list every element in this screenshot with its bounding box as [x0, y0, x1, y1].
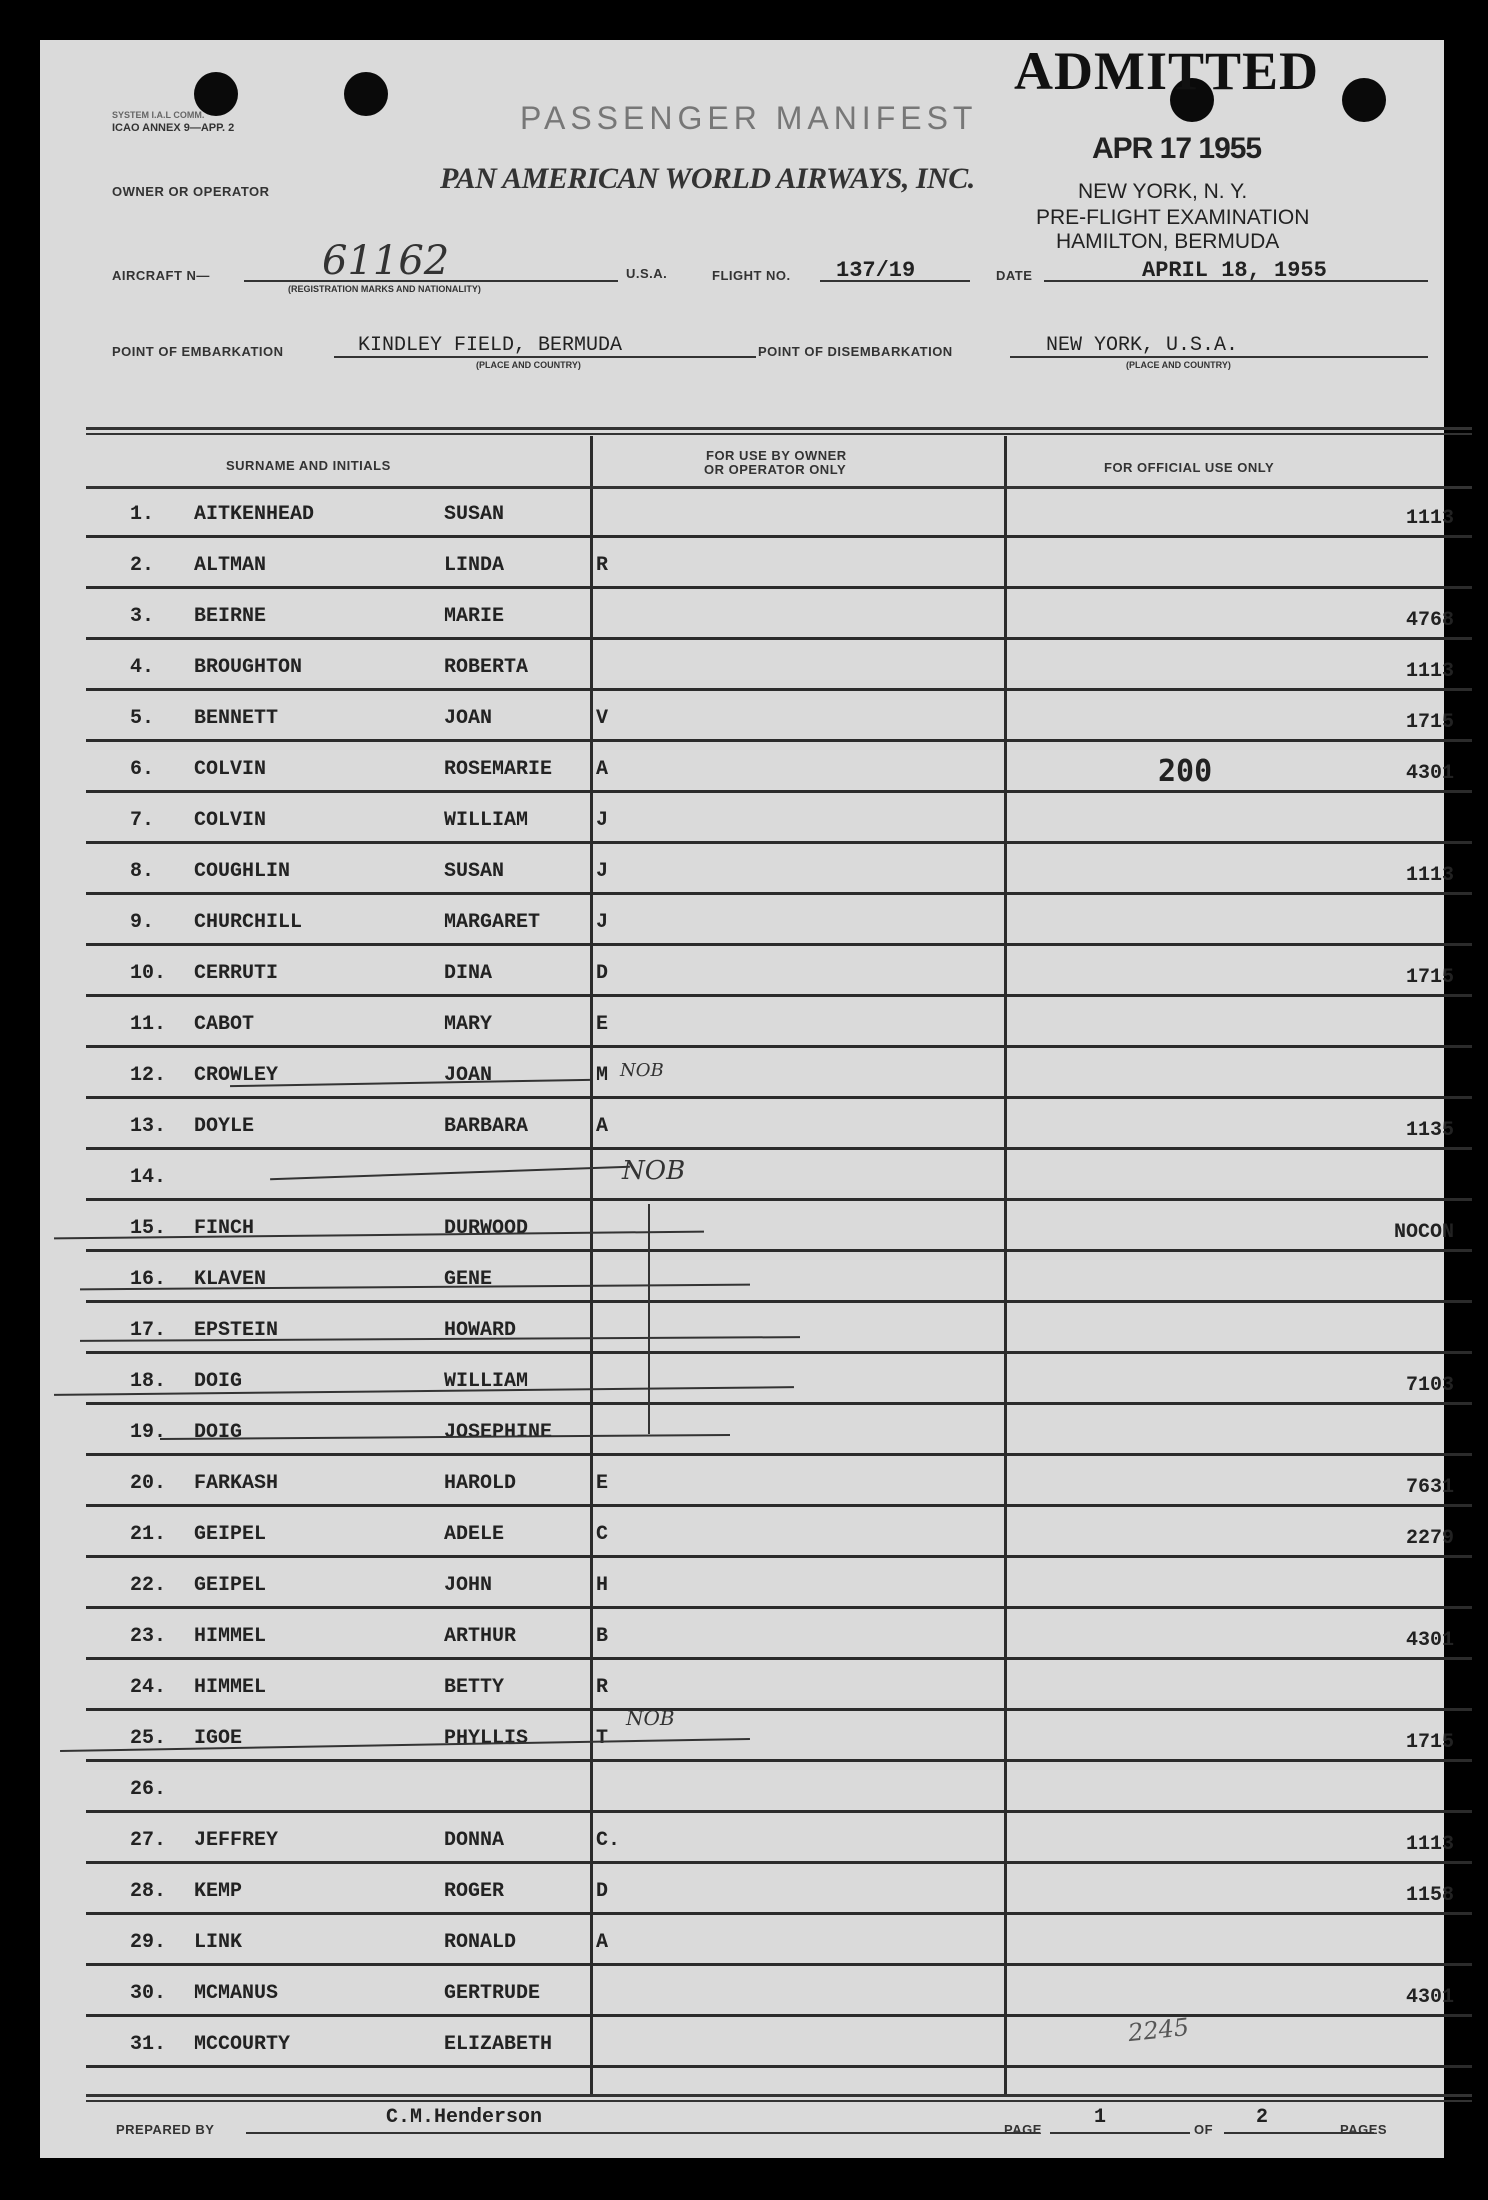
handwritten-2245: 2245: [1126, 2012, 1191, 2048]
passenger-surname: MCCOURTY: [194, 2033, 291, 2056]
passenger-row: [86, 1915, 1472, 1966]
passenger-row: [86, 1456, 1472, 1507]
passenger-surname: GEIPEL: [194, 1523, 267, 1546]
passenger-number: 3.: [130, 605, 155, 628]
stamp-date: APR 17 1955: [1092, 132, 1262, 165]
nob-note-25: NOB: [626, 1706, 675, 1730]
passenger-surname: AITKENHEAD: [194, 503, 315, 526]
passenger-number: 20.: [130, 1472, 167, 1495]
passenger-given-name: PHYLLIS: [444, 1727, 529, 1750]
passenger-given-name: ROGER: [444, 1880, 505, 1903]
owner-label: OWNER OR OPERATOR: [112, 184, 270, 199]
passenger-initial: J: [596, 860, 609, 883]
passenger-number: 13.: [130, 1115, 167, 1138]
passenger-given-name: WILLIAM: [444, 1370, 529, 1393]
passenger-row: [86, 538, 1472, 589]
passenger-surname: IGOE: [194, 1727, 243, 1750]
aircraft-label: AIRCRAFT N—: [112, 268, 210, 283]
passenger-surname: BEIRNE: [194, 605, 267, 628]
passenger-number: 17.: [130, 1319, 167, 1342]
passenger-initial: M: [596, 1064, 609, 1087]
official-code: 1113: [1405, 507, 1454, 530]
embark-note: (PLACE AND COUNTRY): [476, 360, 581, 370]
passenger-given-name: ELIZABETH: [444, 2033, 553, 2056]
page-value: 1: [1094, 2106, 1107, 2129]
passenger-row: [86, 487, 1472, 538]
official-code: 1135: [1405, 1119, 1454, 1142]
passenger-row: [86, 1150, 1472, 1201]
passenger-surname: DOYLE: [194, 1115, 255, 1138]
official-code: 7103: [1405, 1374, 1454, 1397]
passenger-surname: MCMANUS: [194, 1982, 279, 2005]
table-top-rule: [86, 427, 1472, 430]
passenger-row: [86, 793, 1472, 844]
passenger-given-name: ARTHUR: [444, 1625, 517, 1648]
stamp-line3: HAMILTON, BERMUDA: [1056, 230, 1280, 253]
passenger-given-name: ROSEMARIE: [444, 758, 553, 781]
passenger-surname: DOIG: [194, 1370, 243, 1393]
passenger-number: 15.: [130, 1217, 167, 1240]
passenger-row: [86, 1711, 1472, 1762]
passenger-initial: V: [596, 707, 609, 730]
passenger-given-name: MARIE: [444, 605, 505, 628]
passenger-given-name: MARY: [444, 1013, 493, 1036]
passenger-row: [86, 1354, 1472, 1405]
passenger-row: [86, 1099, 1472, 1150]
embark-value: KINDLEY FIELD, BERMUDA: [358, 334, 623, 357]
admitted-stamp: ADMITTED: [1014, 41, 1320, 101]
official-code: 1113: [1405, 864, 1454, 887]
passenger-row: [86, 1813, 1472, 1864]
date-value: APRIL 18, 1955: [1142, 258, 1327, 283]
passenger-given-name: DONNA: [444, 1829, 505, 1852]
official-code: 4301: [1405, 1629, 1454, 1652]
passenger-initial: A: [596, 1931, 609, 1954]
official-code: 4768: [1405, 609, 1454, 632]
passenger-row: [86, 1048, 1472, 1099]
passenger-initial: C: [596, 1523, 609, 1546]
passenger-row: [86, 1558, 1472, 1609]
passenger-given-name: ROBERTA: [444, 656, 529, 679]
passenger-number: 1.: [130, 503, 155, 526]
passenger-initial: H: [596, 1574, 609, 1597]
form-ref-line1: SYSTEM I.A.L COMM.: [112, 110, 205, 120]
passenger-initial: A: [596, 758, 609, 781]
passenger-initial: T: [596, 1727, 609, 1750]
passenger-number: 14.: [130, 1166, 167, 1189]
passenger-initial: J: [596, 809, 609, 832]
passenger-given-name: HAROLD: [444, 1472, 517, 1495]
passenger-row: [86, 895, 1472, 946]
nob-note-14: NOB: [622, 1156, 686, 1186]
disembark-label: POINT OF DISEMBARKATION: [758, 344, 953, 359]
owner-value: PAN AMERICAN WORLD AIRWAYS, INC.: [440, 162, 975, 195]
passenger-number: 29.: [130, 1931, 167, 1954]
passenger-initial: J: [596, 911, 609, 934]
passenger-given-name: GENE: [444, 1268, 493, 1291]
passenger-surname: COLVIN: [194, 758, 267, 781]
passenger-surname: HIMMEL: [194, 1625, 267, 1648]
passenger-given-name: DINA: [444, 962, 493, 985]
disembark-note: (PLACE AND COUNTRY): [1126, 360, 1231, 370]
aircraft-note: (REGISTRATION MARKS AND NATIONALITY): [288, 284, 481, 294]
passenger-row: [86, 1762, 1472, 1813]
passenger-initial: C.: [596, 1829, 621, 1852]
passenger-surname: COLVIN: [194, 809, 267, 832]
passenger-number: 12.: [130, 1064, 167, 1087]
passenger-surname: CHURCHILL: [194, 911, 303, 934]
passenger-number: 11.: [130, 1013, 167, 1036]
passenger-row: [86, 1201, 1472, 1252]
official-code: 1113: [1405, 660, 1454, 683]
passenger-row: [86, 997, 1472, 1048]
passenger-surname: FINCH: [194, 1217, 255, 1240]
passenger-number: 31.: [130, 2033, 167, 2056]
date-label: DATE: [996, 268, 1033, 283]
prepared-label: PREPARED BY: [116, 2122, 215, 2137]
passenger-surname: COUGHLIN: [194, 860, 291, 883]
passenger-surname: EPSTEIN: [194, 1319, 279, 1342]
passenger-row: [86, 1252, 1472, 1303]
passenger-initial: B: [596, 1625, 609, 1648]
passenger-given-name: GERTRUDE: [444, 1982, 541, 2005]
passenger-row: [86, 589, 1472, 640]
passenger-row: [86, 640, 1472, 691]
punch-hole: [1342, 78, 1386, 122]
passenger-row: [86, 2017, 1472, 2068]
passenger-number: 21.: [130, 1523, 167, 1546]
manifest-sheet: [40, 40, 1454, 2158]
passenger-surname: HIMMEL: [194, 1676, 267, 1699]
passenger-row: [86, 1609, 1472, 1660]
passenger-number: 6.: [130, 758, 155, 781]
col-header-official: FOR OFFICIAL USE ONLY: [1104, 460, 1275, 475]
disembark-value: NEW YORK, U.S.A.: [1046, 334, 1239, 357]
passenger-surname: ALTMAN: [194, 554, 267, 577]
row-rule: [86, 2065, 1472, 2068]
passenger-number: 5.: [130, 707, 155, 730]
passenger-row: [86, 1303, 1472, 1354]
stamp-line2: PRE-FLIGHT EXAMINATION: [1036, 206, 1310, 229]
nob-note-12: NOB: [620, 1060, 664, 1081]
passenger-surname: CABOT: [194, 1013, 255, 1036]
passenger-surname: KLAVEN: [194, 1268, 267, 1291]
passenger-row: [86, 742, 1472, 793]
passenger-surname: GEIPEL: [194, 1574, 267, 1597]
passenger-initial: A: [596, 1115, 609, 1138]
official-code: 1158: [1405, 1884, 1454, 1907]
passenger-given-name: JOAN: [444, 1064, 493, 1087]
passenger-number: 4.: [130, 656, 155, 679]
official-code: 4301: [1405, 762, 1454, 785]
passenger-number: 7.: [130, 809, 155, 832]
official-code: 1715: [1405, 966, 1454, 989]
stamp-line1: NEW YORK, N. Y.: [1078, 180, 1248, 203]
passenger-given-name: DURWOOD: [444, 1217, 529, 1240]
passenger-number: 30.: [130, 1982, 167, 2005]
footer-rule-2: [86, 2100, 1472, 2102]
passenger-initial: D: [596, 962, 609, 985]
table-top-rule-2: [86, 433, 1472, 435]
passenger-given-name: BARBARA: [444, 1115, 529, 1138]
passenger-number: 9.: [130, 911, 155, 934]
passenger-row: [86, 1966, 1472, 2017]
footer-rule: [86, 2094, 1472, 2097]
official-code: 7631: [1405, 1476, 1454, 1499]
page-title: PASSENGER MANIFEST: [520, 100, 978, 136]
official-code: 1715: [1405, 711, 1454, 734]
passenger-row: [86, 1660, 1472, 1711]
passenger-initial: E: [596, 1013, 609, 1036]
passenger-surname: BENNETT: [194, 707, 279, 730]
passenger-number: 19.: [130, 1421, 167, 1444]
bracket-line: [648, 1204, 650, 1434]
passenger-surname: KEMP: [194, 1880, 243, 1903]
passenger-given-name: BETTY: [444, 1676, 505, 1699]
passenger-number: 28.: [130, 1880, 167, 1903]
passenger-surname: DOIG: [194, 1421, 243, 1444]
official-note-200: 200: [1158, 754, 1213, 789]
flight-label: FLIGHT NO.: [712, 268, 791, 283]
aircraft-value: 61162: [322, 238, 450, 284]
passenger-number: 22.: [130, 1574, 167, 1597]
page-label: PAGE: [1004, 2122, 1042, 2137]
passenger-row: [86, 1405, 1472, 1456]
passenger-surname: CERRUTI: [194, 962, 279, 985]
punch-hole: [344, 72, 388, 116]
passenger-row: [86, 1864, 1472, 1915]
passenger-initial: E: [596, 1472, 609, 1495]
passenger-given-name: JOAN: [444, 707, 493, 730]
passenger-initial: D: [596, 1880, 609, 1903]
passenger-number: 10.: [130, 962, 167, 985]
passenger-given-name: HOWARD: [444, 1319, 517, 1342]
official-code: 2279: [1405, 1527, 1454, 1550]
official-code: 1715: [1405, 1731, 1454, 1754]
form-ref-line2: ICAO ANNEX 9—APP. 2: [112, 122, 235, 134]
passenger-surname: BROUGHTON: [194, 656, 303, 679]
passenger-initial: R: [596, 554, 609, 577]
official-code: 1113: [1405, 1833, 1454, 1856]
pages-label: PAGES: [1340, 2122, 1388, 2137]
official-code: 4301: [1405, 1986, 1454, 2009]
flight-value: 137/19: [836, 258, 916, 283]
passenger-number: 18.: [130, 1370, 167, 1393]
col-header-surname: SURNAME AND INITIALS: [226, 458, 391, 473]
passenger-number: 8.: [130, 860, 155, 883]
passenger-given-name: JOHN: [444, 1574, 493, 1597]
prepared-value: C.M.Henderson: [386, 2106, 543, 2129]
passenger-row: [86, 946, 1472, 997]
passenger-given-name: ADELE: [444, 1523, 505, 1546]
passenger-surname: JEFFREY: [194, 1829, 279, 1852]
passenger-number: 24.: [130, 1676, 167, 1699]
of-label: OF: [1194, 2122, 1214, 2137]
passenger-number: 26.: [130, 1778, 167, 1801]
passenger-row: [86, 1507, 1472, 1558]
passenger-given-name: SUSAN: [444, 503, 505, 526]
passenger-number: 23.: [130, 1625, 167, 1648]
embark-label: POINT OF EMBARKATION: [112, 344, 284, 359]
passenger-number: 25.: [130, 1727, 167, 1750]
page-underline: [1050, 2132, 1190, 2134]
passenger-given-name: MARGARET: [444, 911, 541, 934]
col-header-owner-use-1: FOR USE BY OWNER: [706, 448, 847, 463]
official-code: NOCON: [1393, 1221, 1454, 1244]
passenger-row: [86, 844, 1472, 895]
passenger-surname: FARKASH: [194, 1472, 279, 1495]
passenger-given-name: LINDA: [444, 554, 505, 577]
of-value: 2: [1256, 2106, 1269, 2129]
passenger-surname: LINK: [194, 1931, 243, 1954]
passenger-initial: R: [596, 1676, 609, 1699]
passenger-number: 27.: [130, 1829, 167, 1852]
passenger-number: 2.: [130, 554, 155, 577]
prepared-underline: [246, 2132, 1040, 2134]
passenger-row: [86, 691, 1472, 742]
passenger-given-name: SUSAN: [444, 860, 505, 883]
passenger-given-name: JOSEPHINE: [444, 1421, 553, 1444]
passenger-number: 16.: [130, 1268, 167, 1291]
usa-label: U.S.A.: [626, 266, 668, 281]
passenger-given-name: RONALD: [444, 1931, 517, 1954]
passenger-given-name: WILLIAM: [444, 809, 529, 832]
passenger-surname: CROWLEY: [194, 1064, 279, 1087]
col-header-owner-use-2: OR OPERATOR ONLY: [704, 462, 847, 477]
